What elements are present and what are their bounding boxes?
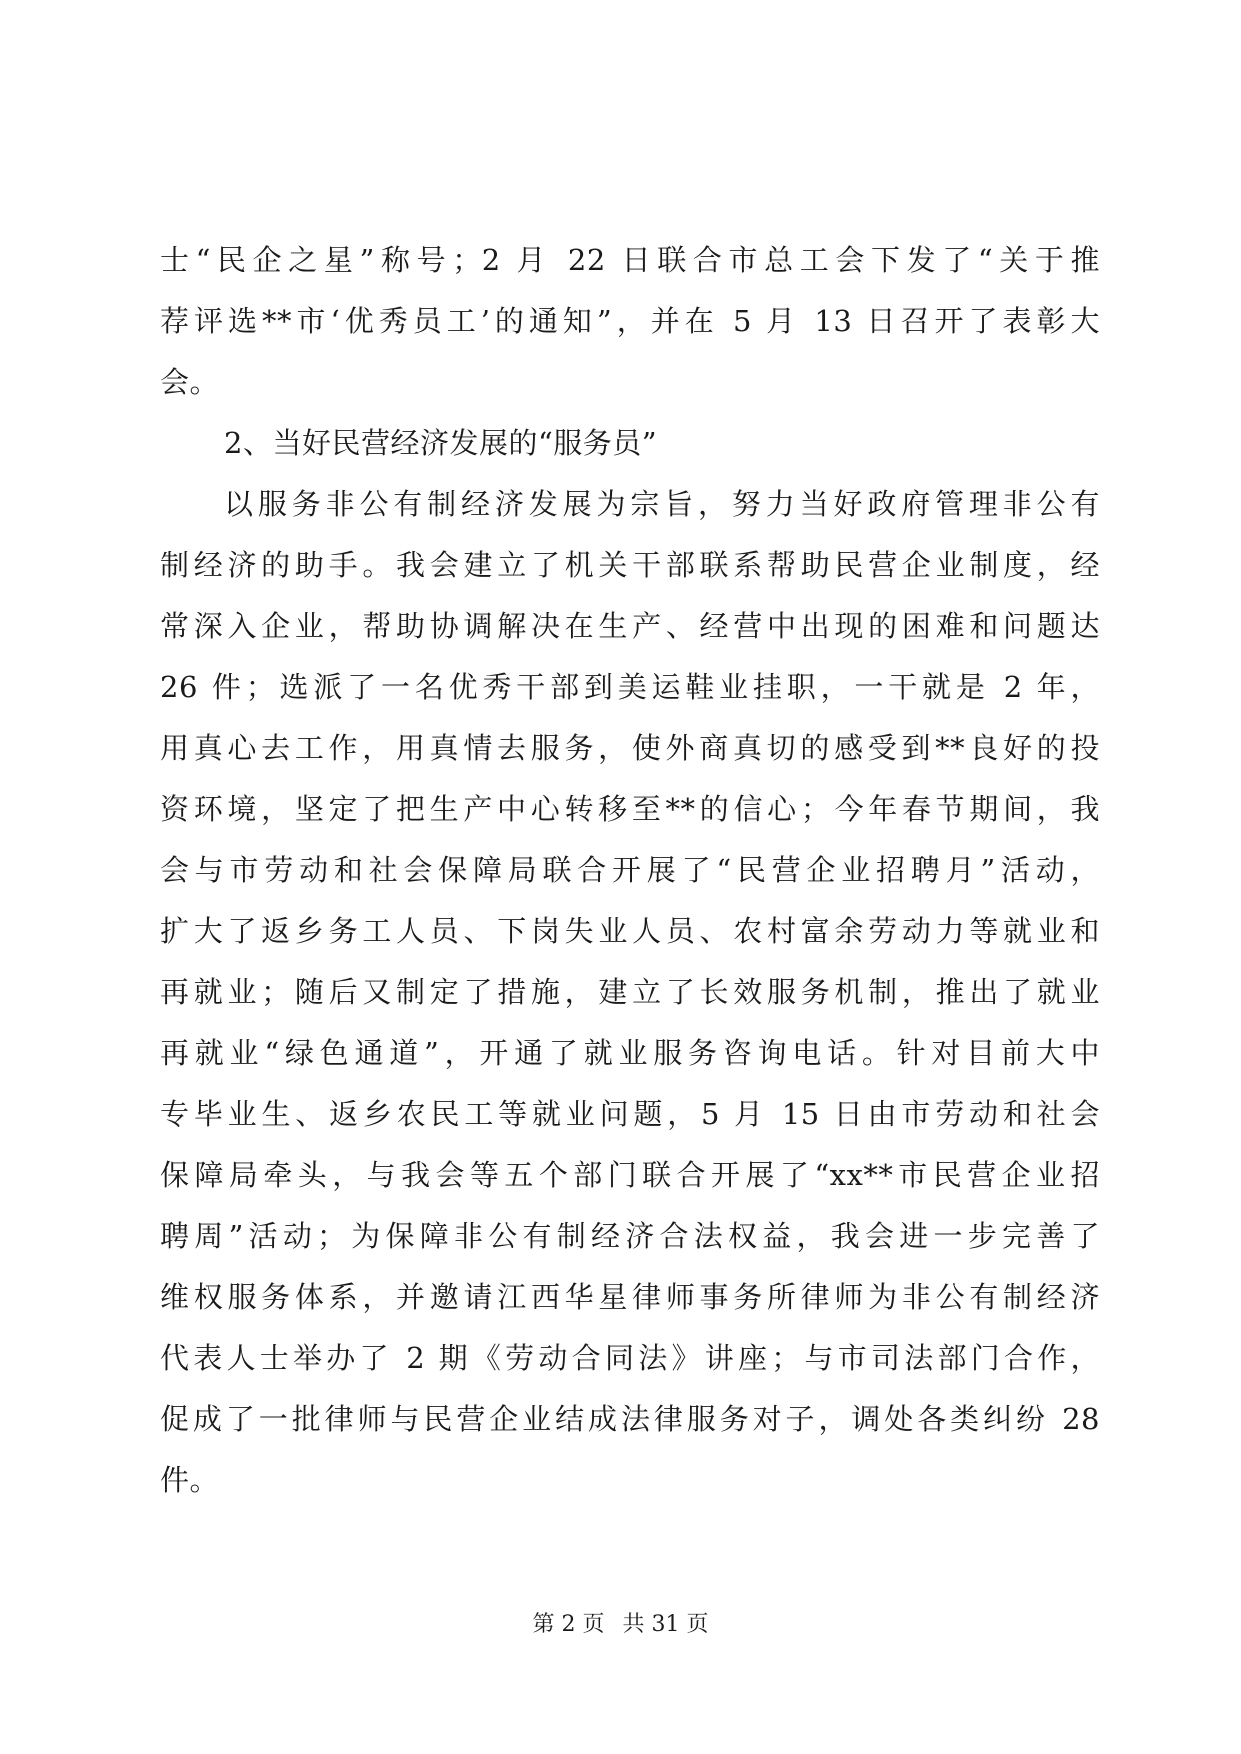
text-line: 再就业“绿色通道”，开通了就业服务咨询电话。针对目前大中 bbox=[160, 1036, 1100, 1070]
text-line: 件。 bbox=[160, 1463, 220, 1497]
document-body bbox=[160, 230, 1100, 1511]
text-line: 荐评选**市‘优秀员工’的通知”，并在 5 月 13 日召开了表彰大 bbox=[160, 304, 1100, 338]
text-line: 士“民企之星”称号；2 月 22 日联合市总工会下发了“关于推 bbox=[160, 243, 1100, 277]
text-line: 用真心去工作，用真情去服务，使外商真切的感受到**良好的投 bbox=[160, 731, 1100, 765]
text-line: 代表人士举办了 2 期《劳动合同法》讲座；与市司法部门合作， bbox=[160, 1341, 1100, 1375]
page-footer bbox=[0, 1610, 1241, 1640]
section-heading: 2、当好民营经济发展的“服务员” bbox=[224, 426, 658, 460]
text-line: 专毕业生、返乡农民工等就业问题，5 月 15 日由市劳动和社会 bbox=[160, 1097, 1100, 1131]
text-line: 维权服务体系，并邀请江西华星律师事务所律师为非公有制经济 bbox=[160, 1280, 1100, 1314]
text-line: 会与市劳动和社会保障局联合开展了“民营企业招聘月”活动， bbox=[160, 853, 1100, 887]
text-line: 26 件；选派了一名优秀干部到美运鞋业挂职，一干就是 2 年， bbox=[160, 670, 1100, 704]
text-line: 促成了一批律师与民营企业结成法律服务对子，调处各类纠纷 28 bbox=[160, 1402, 1100, 1436]
page-total: 共 31 页 bbox=[622, 1612, 709, 1637]
text-line: 资环境，坚定了把生产中心转移至**的信心；今年春节期间，我 bbox=[160, 792, 1100, 826]
text-line: 再就业；随后又制定了措施，建立了长效服务机制，推出了就业 bbox=[160, 975, 1100, 1009]
text-line: 聘周”活动；为保障非公有制经济合法权益，我会进一步完善了 bbox=[160, 1219, 1100, 1253]
text-line: 以服务非公有制经济发展为宗旨，努力当好政府管理非公有 bbox=[224, 487, 1100, 521]
text-line: 扩大了返乡务工人员、下岗失业人员、农村富余劳动力等就业和 bbox=[160, 914, 1100, 948]
page-number: 第 2 页 bbox=[532, 1612, 605, 1637]
text-line: 常深入企业，帮助协调解决在生产、经营中出现的困难和问题达 bbox=[160, 609, 1100, 643]
text-line: 会。 bbox=[160, 365, 220, 399]
text-line: 制经济的助手。我会建立了机关干部联系帮助民营企业制度，经 bbox=[160, 548, 1100, 582]
text-line: 保障局牵头，与我会等五个部门联合开展了“xx**市民营企业招 bbox=[160, 1158, 1100, 1192]
